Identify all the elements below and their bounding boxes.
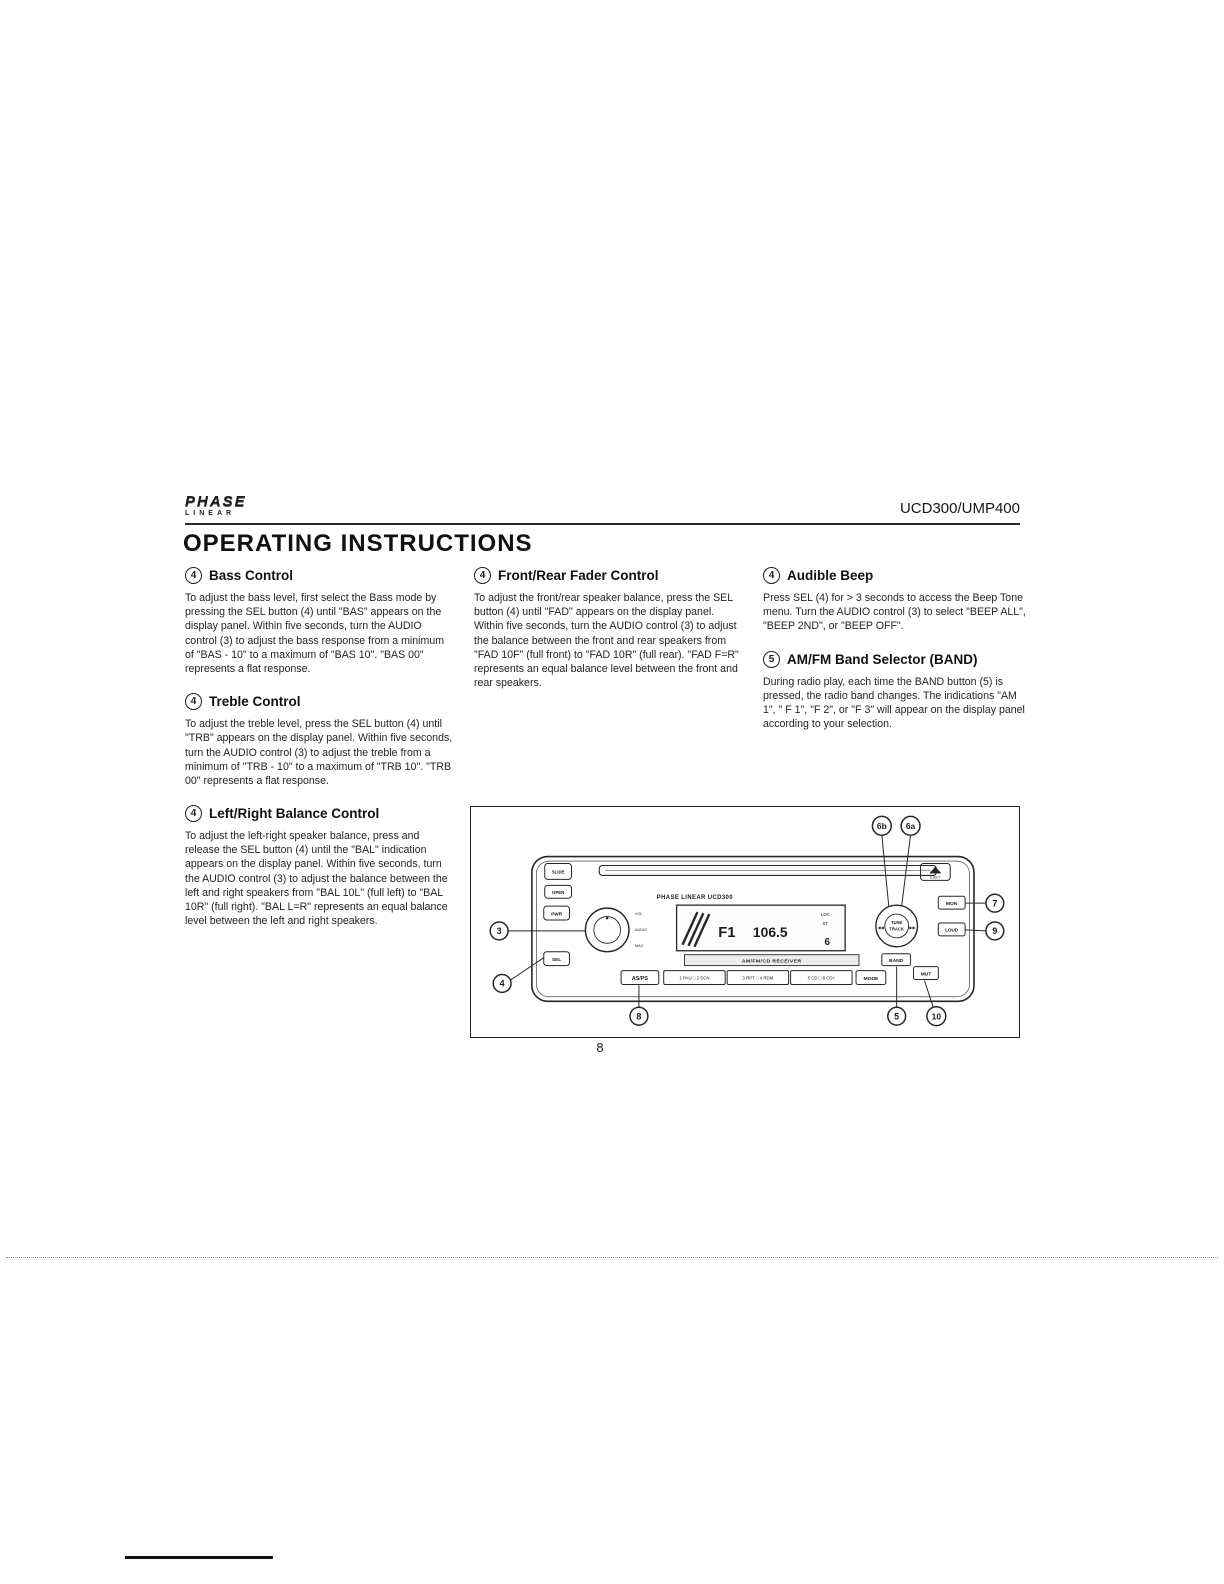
svg-text:SEL: SEL: [552, 957, 562, 963]
section-heading: Audible Beep: [787, 568, 874, 583]
svg-text:MUT: MUT: [920, 972, 932, 978]
section-number-badge: 5: [763, 651, 780, 668]
section-heading-row: [185, 567, 453, 584]
column-1: [185, 567, 453, 945]
section-number-badge: 4: [185, 567, 202, 584]
svg-text:10: 10: [931, 1011, 942, 1022]
svg-text:3 RPT □ 4 RDM: 3 RPT □ 4 RDM: [742, 975, 774, 981]
tune-track-knob: [876, 905, 918, 947]
logo-text-phase: PHASE: [185, 493, 247, 510]
section-treble-control: [185, 693, 453, 788]
svg-text:LOUD: LOUD: [945, 927, 959, 933]
svg-text:AUDIO: AUDIO: [634, 927, 647, 932]
svg-text:9: 9: [992, 926, 998, 937]
mute-button: [914, 967, 939, 980]
phase-linear-logo: [185, 494, 247, 517]
perforation-dotted-line: [6, 1257, 1218, 1258]
section-heading-row: [474, 567, 742, 584]
callout-3: [490, 922, 585, 940]
section-heading: Left/Right Balance Control: [209, 806, 380, 822]
svg-text:8: 8: [636, 1011, 642, 1022]
preset-indicator: 6: [824, 936, 831, 948]
preset-button-1-2: [664, 971, 725, 985]
svg-text:PWR: PWR: [551, 912, 563, 918]
section-body: During radio play, each time the BAND button (5) is pressed, the radio band changes. The indications "AM 1", " F 1", "F 2", or "F 3" will appear on the display panel according to your selection.: [763, 675, 1025, 731]
section-heading-row: [185, 805, 453, 822]
receiver-label-strip: [685, 955, 859, 966]
fast-forward-icon: ▶▶: [909, 924, 916, 930]
section-heading: Front/Rear Fader Control: [498, 568, 659, 583]
section-heading-row: [763, 567, 1031, 584]
knob-scale-labels: [635, 912, 647, 948]
preset-button-5-6: [791, 971, 852, 985]
section-number-badge: 4: [185, 693, 202, 710]
band-button: [882, 954, 911, 966]
section-number-badge: 4: [763, 567, 780, 584]
section-heading-row: [185, 693, 453, 710]
svg-text:6b: 6b: [876, 821, 887, 832]
svg-text:OPEN: OPEN: [551, 889, 565, 895]
section-number-badge: 4: [185, 805, 202, 822]
section-body: To adjust the left-right speaker balance, press and release the SEL button (4) until the "BAL" indication appears on the display panel. Within five seconds, turn the AUDIO control (3) to adjust the balance between the left and right speakers from "BAL 10L" (full left) to "BAL 10R" (full right). "BAL L=R" represents an equal balance level between the left and right speakers.: [185, 830, 448, 928]
section-fader-control: [474, 567, 742, 690]
svg-text:MAX: MAX: [634, 943, 644, 948]
svg-text:5 CD □ 6 CD+: 5 CD □ 6 CD+: [807, 975, 836, 981]
callout-7: [965, 894, 1004, 912]
lcd-display: [677, 905, 846, 951]
section-body: To adjust the treble level, press the SEL button (4) until "TRB" appears on the display panel. Within five seconds, turn the AUDIO control (3) to adjust the treble from a minimum of "TRB - 10" to a maximum of "TRB 10". "TRB 00" represents a flat response.: [185, 718, 453, 787]
stereo-indicator: ST: [822, 920, 829, 926]
svg-text:MODE: MODE: [863, 976, 879, 982]
display-band: F1: [718, 924, 736, 941]
loud-button: [938, 923, 965, 936]
section-balance-control: [185, 805, 453, 928]
svg-text:3: 3: [496, 926, 502, 937]
stereo-faceplate-diagram: [471, 807, 1019, 1037]
page-header: [185, 492, 1020, 522]
loc-indicator: LOC: [820, 912, 830, 918]
audio-volume-knob: [585, 908, 629, 952]
display-frequency: 106.5: [752, 923, 788, 940]
sel-button: [544, 952, 570, 966]
page-number: 8: [596, 1040, 604, 1055]
svg-text:AM/FM/CD RECEIVER: AM/FM/CD RECEIVER: [741, 959, 802, 965]
section-heading-row: [763, 651, 1031, 668]
svg-text:4: 4: [499, 978, 505, 989]
page-title: OPERATING INSTRUCTIONS: [183, 530, 533, 557]
svg-text:6a: 6a: [905, 821, 916, 832]
section-heading: Treble Control: [209, 694, 301, 710]
section-audible-beep: [763, 567, 1031, 634]
footer-scan-mark: [125, 1556, 273, 1559]
logo-text-linear: LINEAR: [185, 510, 236, 517]
section-body: To adjust the bass level, first select the Bass mode by pressing the SEL button (4) until "BAS" appears on the display panel. Within five seconds, turn the AUDIO control (3) to adjust the bass response from a minimum of "BAS - 10" to a maximum of "BAS 10". "BAS 00" represents a flat response.: [185, 592, 445, 675]
svg-text:SLIDE: SLIDE: [551, 869, 565, 875]
slide-button: [545, 864, 572, 880]
svg-text:7: 7: [992, 898, 998, 909]
section-bass-control: [185, 567, 453, 676]
callout-8: [630, 985, 648, 1025]
callout-10: [924, 980, 945, 1025]
section-number-badge: 4: [474, 567, 491, 584]
open-button: [545, 885, 572, 898]
header-divider: [185, 523, 1020, 525]
callout-9: [965, 922, 1004, 940]
asps-button: [621, 971, 659, 985]
svg-text:VOL: VOL: [634, 912, 643, 917]
svg-text:AS/PS: AS/PS: [631, 975, 648, 982]
section-heading: AM/FM Band Selector (BAND): [787, 651, 978, 667]
stereo-diagram-box: [470, 806, 1020, 1038]
callout-5: [888, 967, 906, 1025]
section-body: To adjust the front/rear speaker balance, press the SEL button (4) until "FAD" appears on the display panel. Within five seconds, turn the AUDIO control (3) to adjust the balance between the front and rear speakers from "FAD 10F" (full front) to "FAD 10R" (full rear). "FAD F=R" represents an equal balance level between the front and rear speakers.: [474, 592, 739, 690]
svg-text:1 PAU □ 2 SCN: 1 PAU □ 2 SCN: [679, 975, 710, 981]
rewind-icon: ◀◀: [877, 924, 885, 930]
section-body: Press SEL (4) for > 3 seconds to access the Beep Tone menu. Turn the AUDIO control (3) to select "BEEP ALL", "BEEP 2ND", or "BEEP OFF".: [763, 592, 1026, 633]
preset-button-3-4: [727, 971, 788, 985]
svg-text:TUNE: TUNE: [891, 919, 903, 925]
mon-button: [938, 896, 965, 909]
brand-text: PHASE LINEAR UCD300: [656, 895, 733, 902]
section-heading: Bass Control: [209, 568, 294, 583]
svg-text:5: 5: [894, 1011, 900, 1022]
svg-text:EJECT: EJECT: [930, 875, 941, 880]
svg-text:TRACK: TRACK: [889, 926, 904, 932]
svg-text:BAND: BAND: [889, 959, 904, 965]
mode-button: [856, 971, 886, 985]
power-button: [544, 906, 570, 920]
svg-text:MON: MON: [945, 901, 958, 907]
section-band-selector: [763, 651, 1031, 732]
model-number: UCD300/UMP400: [899, 500, 1020, 517]
